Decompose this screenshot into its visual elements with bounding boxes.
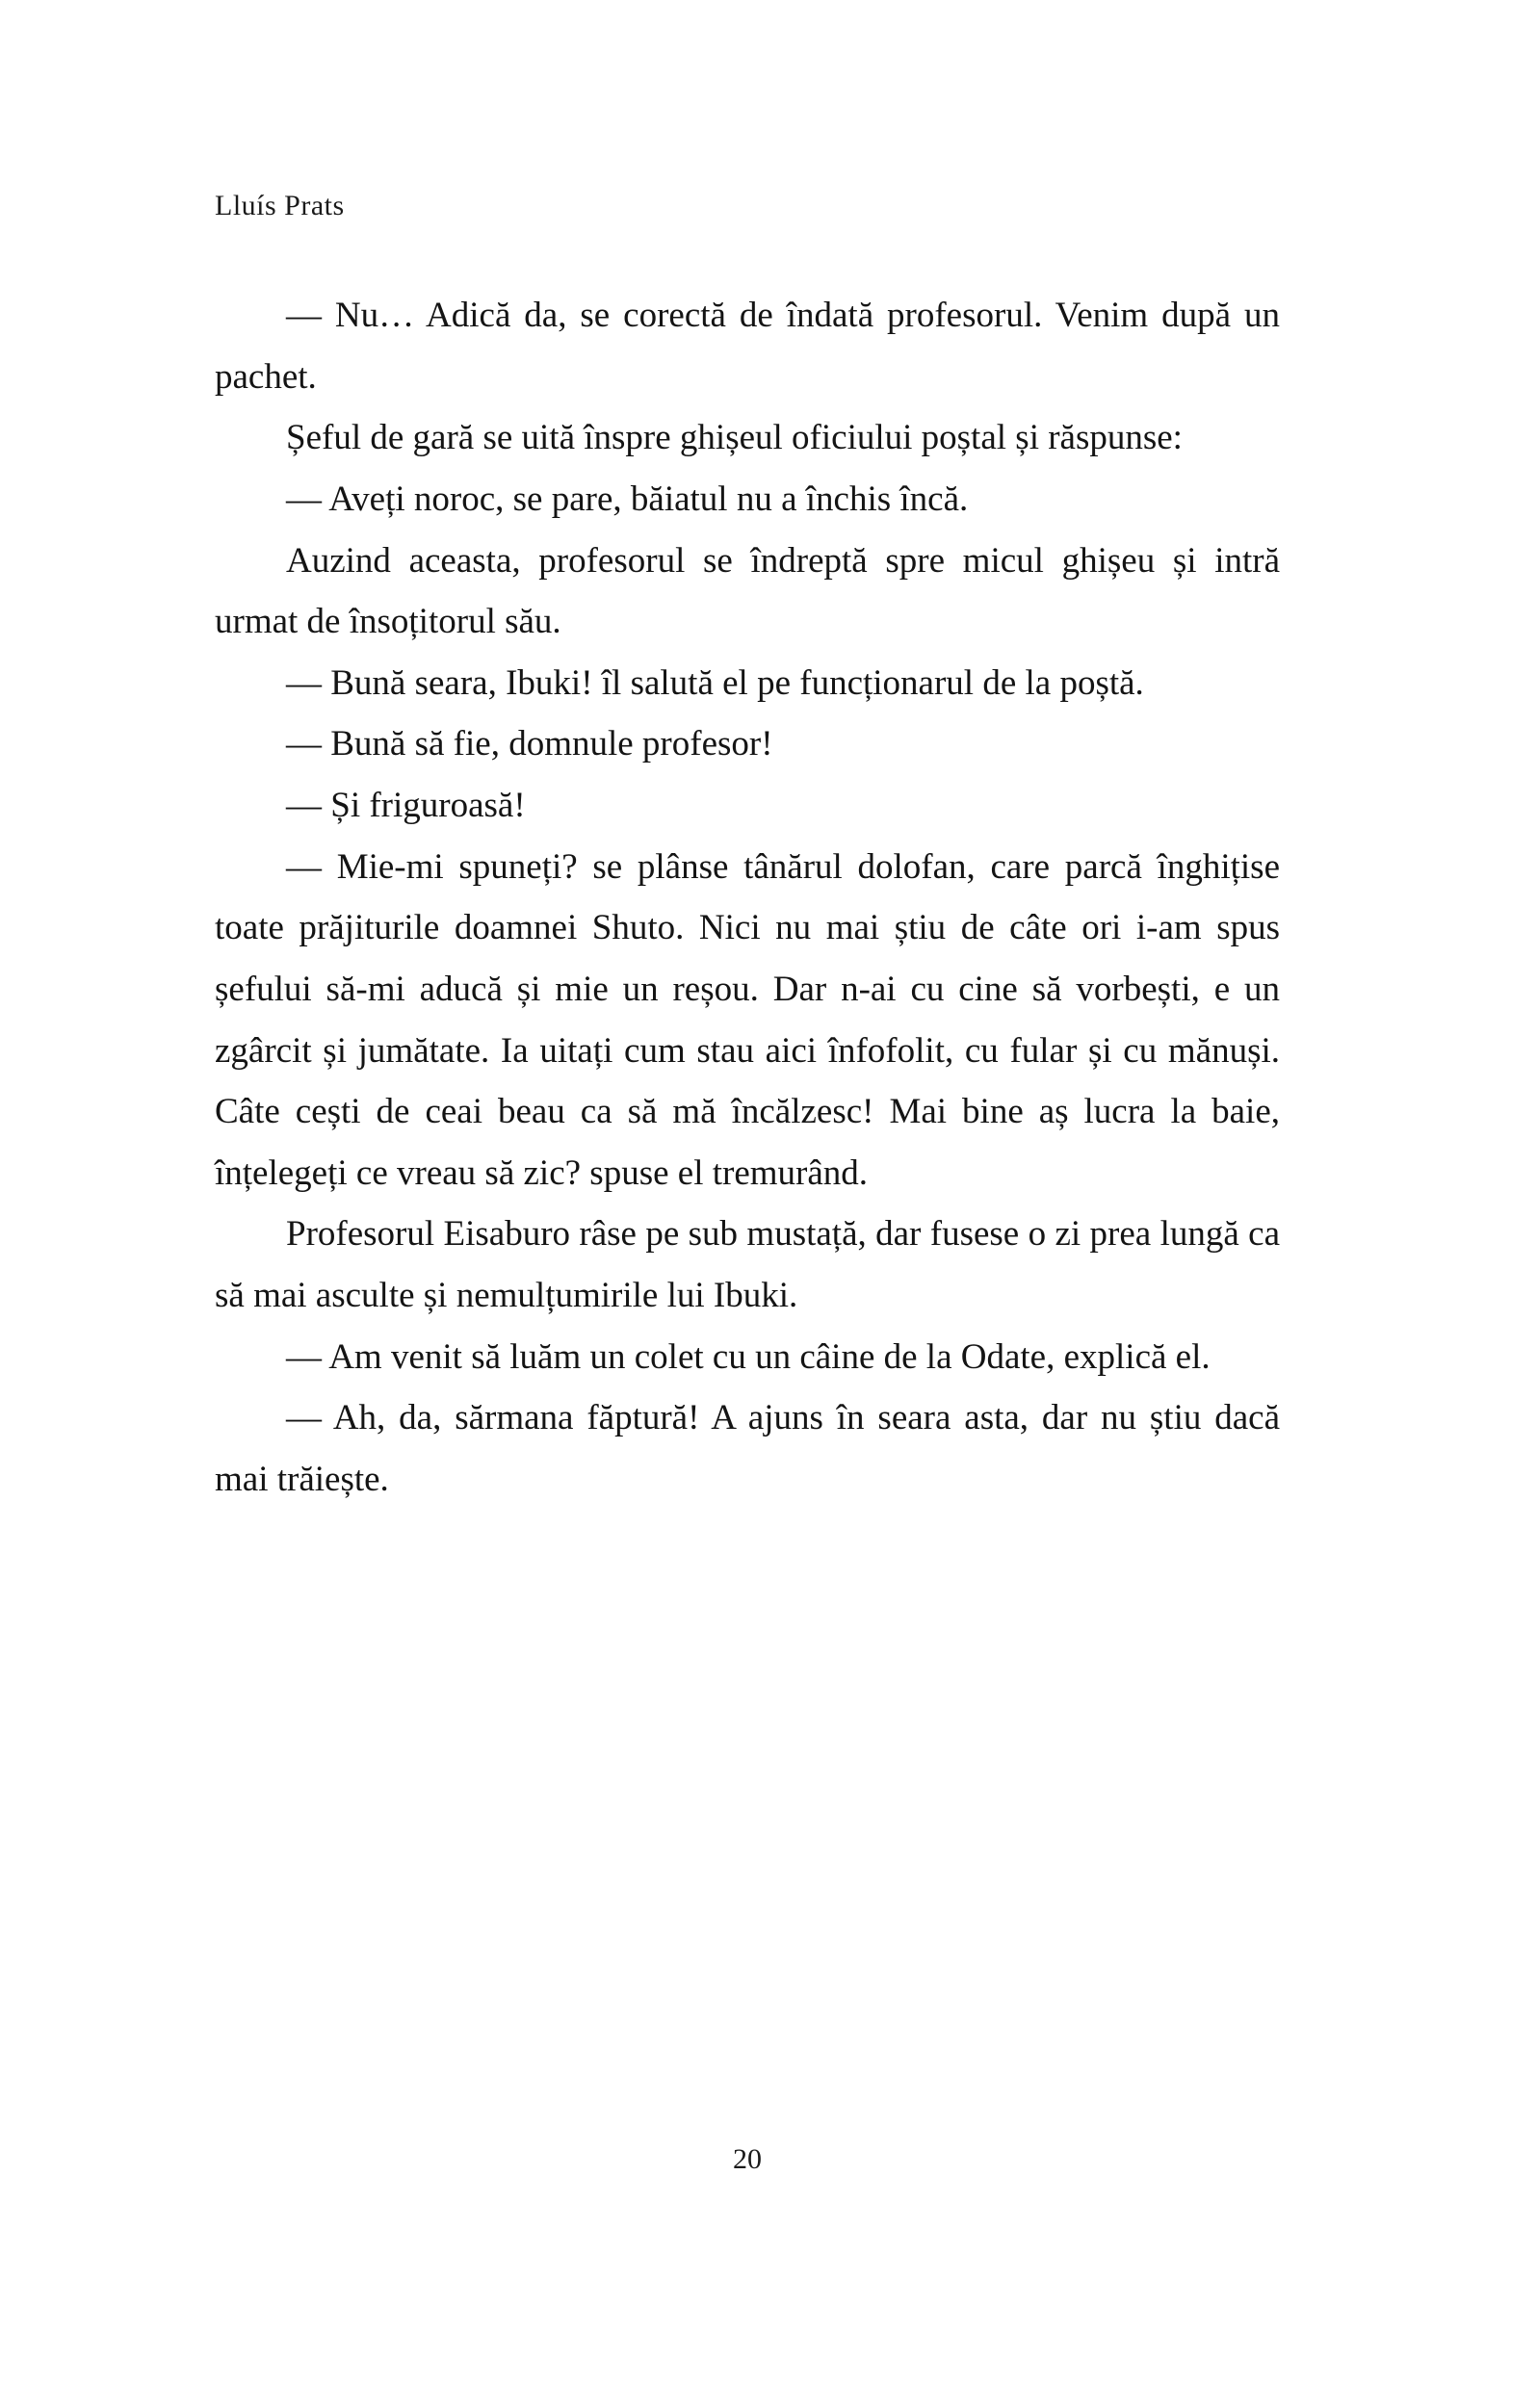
paragraph: — Mie-mi spuneți? se plânse tânărul dolofan, care parcă înghițise toate prăjiturile doamnei Shuto. Nici nu mai știu de câte ori i-am spus șefului să-mi aducă și mie un reșou. Dar n-ai cu cine să vorbești, e un zgârcit și jumătate. Ia uitați cum stau aici înfofolit, cu fular și cu mănuși. Câte cești de ceai beau ca să mă încălzesc! Mai bine aș lucra la baie, înțelegeți ce vreau să zic? spuse el tremurând. bbox=[215, 846, 1280, 1193]
paragraph: — Și friguroasă! bbox=[286, 786, 526, 825]
paragraph: — Am venit să luăm un colet cu un câine de la Odate, explică el. bbox=[286, 1336, 1211, 1377]
paragraph: — Aveți noroc, se pare, băiatul nu a închis încă. bbox=[286, 479, 969, 519]
paragraph: Profesorul Eisaburo râse pe sub mustață, dar fusese o zi prea lungă ca să mai asculte și nemulțumirile lui Ibuki. bbox=[215, 1214, 1280, 1315]
paragraph: — Nu… Adică da, se corectă de îndată profesorul. Venim după un pachet. bbox=[215, 296, 1280, 397]
body-text bbox=[215, 285, 1280, 1511]
running-header-author: Lluís Prats bbox=[215, 190, 345, 221]
paragraph: Auzind aceasta, profesorul se îndreptă spre micul ghișeu și intră urmat de însoțitorul său. bbox=[215, 540, 1280, 642]
page-number: 20 bbox=[733, 2143, 762, 2175]
paragraph: — Ah, da, sărmana făptură! A ajuns în seara asta, dar nu știu dacă mai trăiește. bbox=[215, 1398, 1280, 1499]
paragraph: — Bună să fie, domnule profesor! bbox=[286, 724, 773, 764]
paragraph: Șeful de gară se uită înspre ghișeul oficiului poștal și răspunse: bbox=[286, 418, 1183, 458]
paragraph: — Bună seara, Ibuki! îl salută el pe funcționarul de la poștă. bbox=[286, 662, 1144, 703]
